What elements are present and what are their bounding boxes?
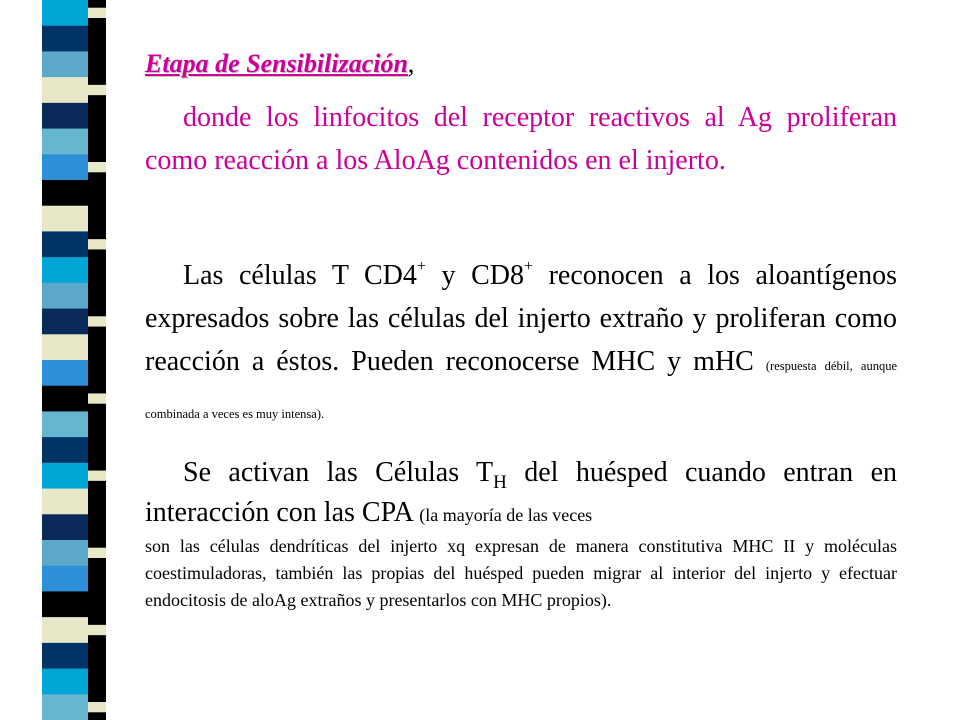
stripe-accent <box>88 625 106 635</box>
th-note-start: (la mayoría de las veces <box>419 505 593 525</box>
stripe-accent <box>88 393 106 403</box>
definition-paragraph: donde los linfocitos del receptor reactivos al Ag proliferan como reacción a los AloAg contenidos en el injerto. <box>145 102 897 176</box>
stripe-accent <box>88 162 106 172</box>
stripe-block <box>42 206 88 232</box>
cd4-cd8-text-1: Las células T CD4 <box>183 260 417 291</box>
stripe-shadow <box>88 0 106 720</box>
cd4-cd8-paragraph <box>145 254 897 436</box>
cd4-superscript: + <box>416 258 426 275</box>
stripe-accent <box>88 8 106 18</box>
stripe-block <box>42 514 88 540</box>
th-activation-paragraph <box>145 453 897 535</box>
stripe-block <box>42 51 88 77</box>
cd4-cd8-note: (respuesta débil, aunque combinada a veces es muy intensa). <box>145 359 898 421</box>
stripe-block <box>42 411 88 437</box>
th-text-2: del huésped cuando entran en interacción con las CPA <box>145 457 898 528</box>
cd4-cd8-text-3: reconocen a los aloantígenos expresados sobre las células del injerto extraño y proliferan como reacción a éstos. Pueden reconocerse MHC y mHC <box>145 260 898 377</box>
stripe-block <box>42 591 88 617</box>
stripe-accent <box>88 85 106 95</box>
stripe-block <box>42 129 88 155</box>
stripe-block <box>42 360 88 386</box>
th-activation-note: son las células dendríticas del injerto xq expresan de manera constitutiva MHC II y moléculas coestimuladoras, también las propias del huésped pueden migrar al interior del injerto y efectuar endocitosis de aloAg extraños y presentarlos con MHC propios). <box>145 536 897 610</box>
stripe-block <box>42 231 88 257</box>
stripe-block <box>42 566 88 592</box>
stripe-block <box>42 540 88 566</box>
stripe-block <box>42 489 88 515</box>
th-text-1: Se activan las Células T <box>183 457 494 488</box>
stripe-block <box>42 180 88 206</box>
stripe-accent <box>88 702 106 712</box>
stripe-block <box>42 463 88 489</box>
heading-comma: , <box>407 49 415 78</box>
stripe-block <box>42 617 88 643</box>
stripe-block <box>42 669 88 695</box>
stripe-block <box>42 257 88 283</box>
th-subscript: H <box>493 472 507 493</box>
stripe-accent <box>88 239 106 249</box>
heading-title: Etapa de Sensibilización <box>145 49 408 78</box>
slide-heading <box>145 48 897 80</box>
stripe-block <box>42 386 88 412</box>
stripe-block <box>42 643 88 669</box>
stripe-block <box>42 334 88 360</box>
stripe-block <box>42 309 88 335</box>
stripe-block <box>42 154 88 180</box>
stripe-accent <box>88 316 106 326</box>
stripe-block <box>42 0 88 26</box>
stripe-block <box>42 694 88 720</box>
cd8-superscript: + <box>524 258 534 275</box>
decorative-side-stripe <box>0 0 110 720</box>
stripe-accent <box>88 548 106 558</box>
stripe-block <box>42 103 88 129</box>
stripe-block <box>42 437 88 463</box>
stripe-block <box>42 283 88 309</box>
cd4-cd8-text-2: y CD8 <box>425 260 524 291</box>
stripe-block <box>42 26 88 52</box>
stripe-accent <box>88 471 106 481</box>
stripe-block <box>42 77 88 103</box>
